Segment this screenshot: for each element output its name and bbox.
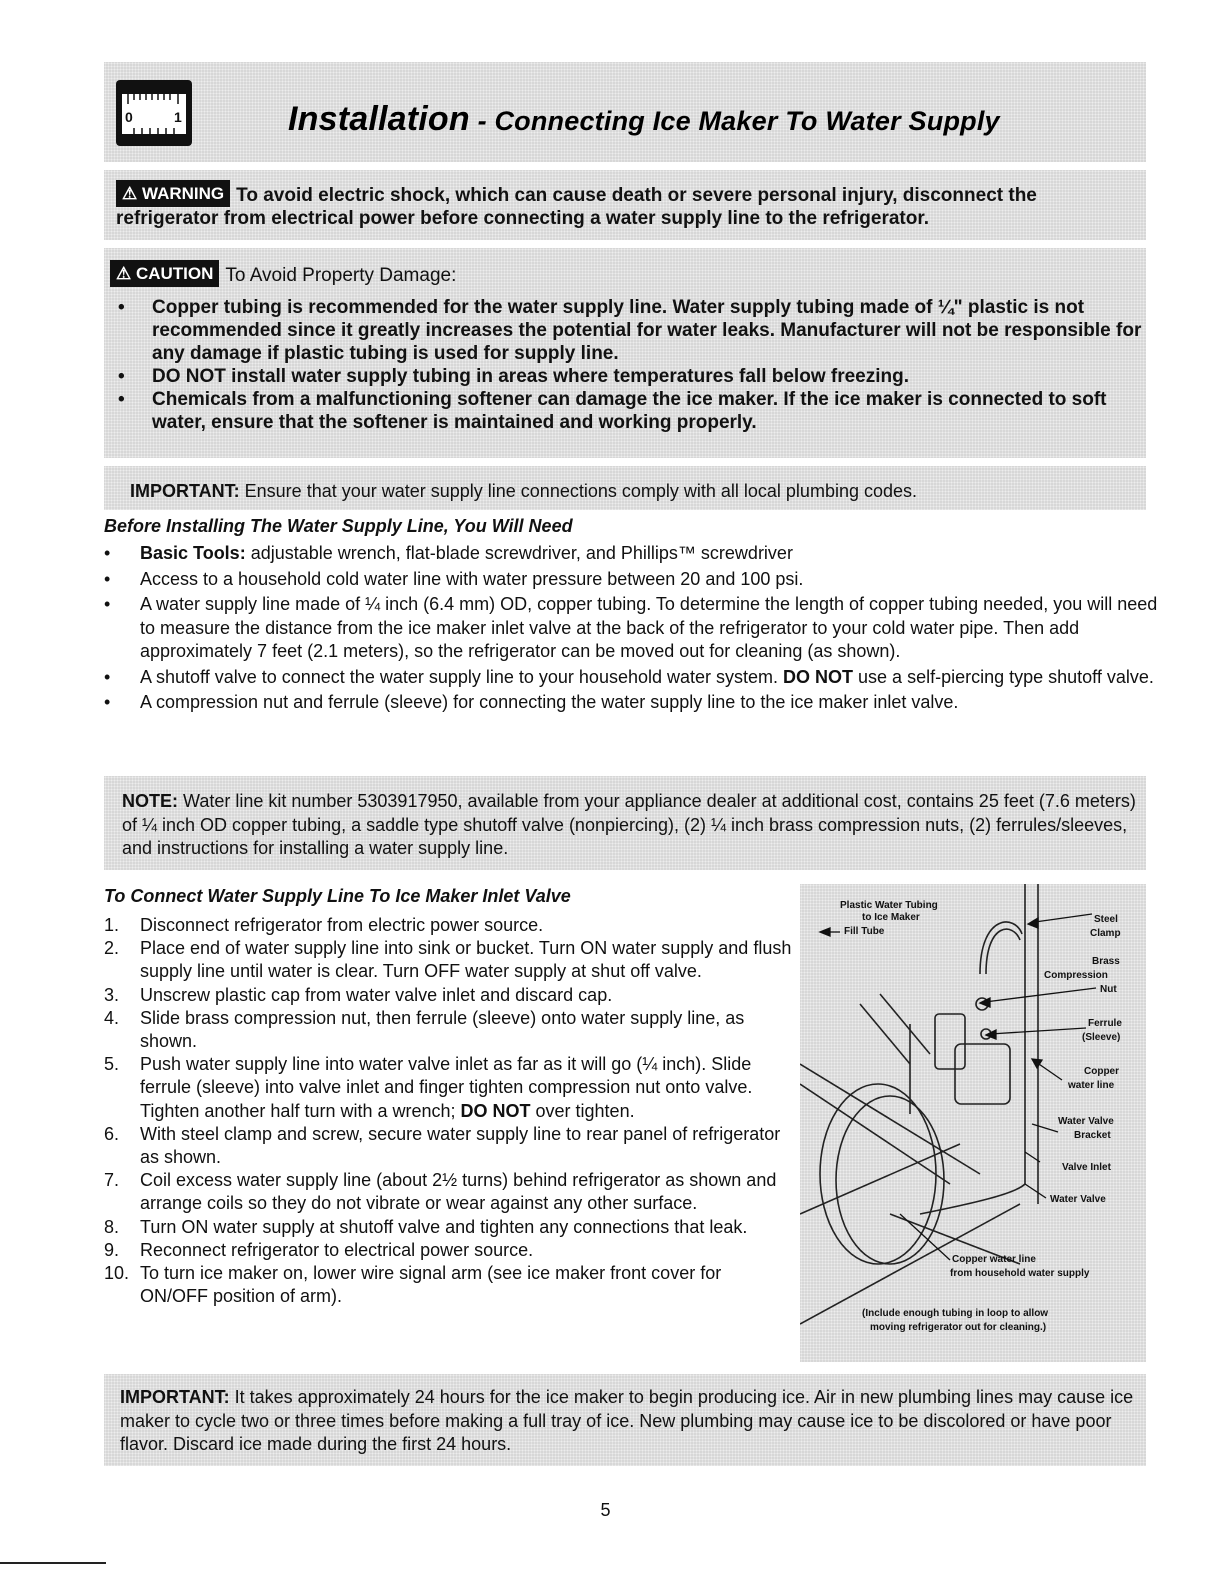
- step-item: 1. Disconnect refrigerator from electric power source.: [104, 915, 544, 935]
- caution-heading: To Avoid Property Damage:: [225, 265, 457, 286]
- steps-list: [104, 914, 794, 1308]
- list-item: • A shutoff valve to connect the water supply line to your household water system. DO NOT use a self-piercing type shutoff valve.: [104, 666, 1164, 690]
- step-item: 9. Reconnect refrigerator to electrical power source.: [104, 1239, 534, 1260]
- step-item: 8. Turn ON water supply at shutoff valve and tighten any connections that leak.: [104, 1216, 748, 1237]
- step-item: 6. With steel clamp and screw, secure water supply line to rear panel of refrigerator as shown.: [104, 1123, 781, 1168]
- title-main: Installation: [288, 100, 470, 138]
- caution-item: • Chemicals from a malfunctioning softener can damage the ice maker. If the ice maker is connected to soft water, ensure that the softener is maintained and working properly.: [114, 388, 1144, 434]
- label-copper: Copper: [1084, 1066, 1119, 1077]
- warning-text: To avoid electric shock, which can cause death or severe personal injury, disconnect the refrigerator from electrical power before connecting a water supply line to the refrigerator.: [116, 185, 1037, 229]
- ruler-zero: 0: [125, 109, 133, 125]
- label-steel-clamp-2: Clamp: [1090, 928, 1121, 939]
- label-compression: Compression: [1044, 970, 1108, 981]
- label-bracket: Bracket: [1074, 1130, 1111, 1141]
- before-heading: Before Installing The Water Supply Line, You Will Need: [104, 516, 573, 536]
- note-block: [122, 790, 1142, 861]
- note-text: Water line kit number 5303917950, available from your appliance dealer at additional cost, contains 25 feet (7.6 meters) of ¼ inch OD copper tubing, a saddle type shutoff valve (nonpiercing), (2) ¼ inch brass compression nuts, (2) ferrules/sleeves, and instructions for installing a water supply line.: [122, 791, 1136, 858]
- important-note: [130, 480, 917, 503]
- label-ferrule: Ferrule: [1088, 1018, 1122, 1029]
- label-household-supply: from household water supply: [950, 1268, 1090, 1279]
- warning-badge: ⚠ WARNING: [116, 180, 230, 207]
- list-item: • A water supply line made of ¼ inch (6.4 mm) OD, copper tubing. To determine the length of copper tubing needed, you will need to measure the distance from the ice maker inlet valve at the back of the refrigerator to your cold water pipe. Then add approximately 7 feet (2.1 meters), so the refrigerator can be moved out for cleaning (as shown).: [104, 593, 1164, 664]
- step-item: 2. Place end of water supply line into sink or bucket. Turn ON water supply and flush supply line until water is clear. Turn OFF water supply at shut off valve.: [104, 938, 792, 982]
- label-water-valve-bracket: Water Valve: [1058, 1116, 1114, 1127]
- label-steel-clamp: Steel: [1094, 914, 1118, 925]
- label-nut: Nut: [1100, 984, 1117, 995]
- ruler-icon: [116, 80, 192, 146]
- connect-heading: To Connect Water Supply Line To Ice Maker Inlet Valve: [104, 886, 571, 906]
- label-sleeve: (Sleeve): [1082, 1032, 1121, 1043]
- list-item: • Access to a household cold water line with water pressure between 20 and 100 psi.: [104, 568, 1164, 592]
- label-plastic-tubing: Plastic Water Tubing: [840, 900, 938, 911]
- important-label-2: IMPORTANT:: [120, 1387, 230, 1407]
- label-water-valve: Water Valve: [1050, 1194, 1106, 1205]
- note-label: NOTE:: [122, 791, 178, 811]
- requirements-list: [104, 542, 1164, 717]
- label-fill-tube: Fill Tube: [844, 926, 885, 937]
- installation-diagram: [800, 884, 1146, 1362]
- label-valve-inlet: Valve Inlet: [1062, 1162, 1111, 1173]
- warning-block: [116, 180, 1136, 230]
- step-item: 4. Slide brass compression nut, then ferrule (sleeve) onto water supply line, as shown.: [104, 1007, 745, 1052]
- title-sub: - Connecting Ice Maker To Water Supply: [469, 106, 1000, 136]
- list-item: • A compression nut and ferrule (sleeve) for connecting the water supply line to the ice maker inlet valve.: [104, 691, 1164, 715]
- caution-badge: ⚠ CAUTION: [110, 260, 219, 287]
- step-item: 3. Unscrew plastic cap from water valve inlet and discard cap.: [104, 984, 613, 1005]
- label-brass: Brass: [1092, 956, 1120, 967]
- tools-label: Basic Tools:: [140, 543, 246, 563]
- page-number: 5: [600, 1500, 611, 1520]
- label-include-tubing-2: moving refrigerator out for cleaning.): [870, 1322, 1047, 1333]
- important-label: IMPORTANT:: [130, 481, 240, 501]
- ruler-one: 1: [174, 109, 182, 125]
- tools-text: adjustable wrench, flat-blade screwdriver, and Phillips™ screwdriver: [245, 543, 793, 563]
- label-include-tubing: (Include enough tubing in loop to allow: [862, 1308, 1049, 1319]
- important-text: Ensure that your water supply line connections comply with all local plumbing codes.: [239, 481, 918, 501]
- label-copper-water-line: water line: [1068, 1080, 1115, 1091]
- label-household-line: Copper water line: [952, 1254, 1036, 1265]
- bottom-rule: [0, 1562, 106, 1564]
- important-note-2: [120, 1386, 1140, 1457]
- important-text-2: It takes approximately 24 hours for the ice maker to begin producing ice. Air in new plumbing lines may cause ice maker to cycle two or three times before making a full tray of ice. New plumbing may cause ice to be discolored or have poor flavor. Discard ice made during the first 24 hours.: [120, 1387, 1134, 1454]
- label-plastic-tubing-2: to Ice Maker: [862, 912, 920, 923]
- step-item: 5. Push water supply line into water valve inlet as far as it will go (¼ inch). Slide ferrule (sleeve) into valve inlet and finger tighten compression nut onto valve. Tighten another half turn with a wrench; DO NOT over tighten.: [104, 1054, 753, 1121]
- caution-list: [114, 296, 1144, 434]
- page-title: [288, 100, 1000, 139]
- caution-item: • Copper tubing is recommended for the water supply line. Water supply tubing made of ¼" plastic is not recommended since it greatly increases the potential for water leaks. Manufacturer will not be responsible for any damage if plastic tubing is used for supply line.: [114, 296, 1144, 365]
- list-item: [104, 542, 1164, 566]
- step-item: 7. Coil excess water supply line (about 2½ turns) behind refrigerator as shown and arrange coils so they do not vibrate or wear against any other surface.: [104, 1170, 777, 1214]
- step-item: 10. To turn ice maker on, lower wire signal arm (see ice maker front cover for ON/OFF position of arm).: [104, 1263, 722, 1307]
- caution-item: • DO NOT install water supply tubing in areas where temperatures fall below freezing.: [114, 365, 1144, 388]
- caution-heading-block: [110, 260, 456, 287]
